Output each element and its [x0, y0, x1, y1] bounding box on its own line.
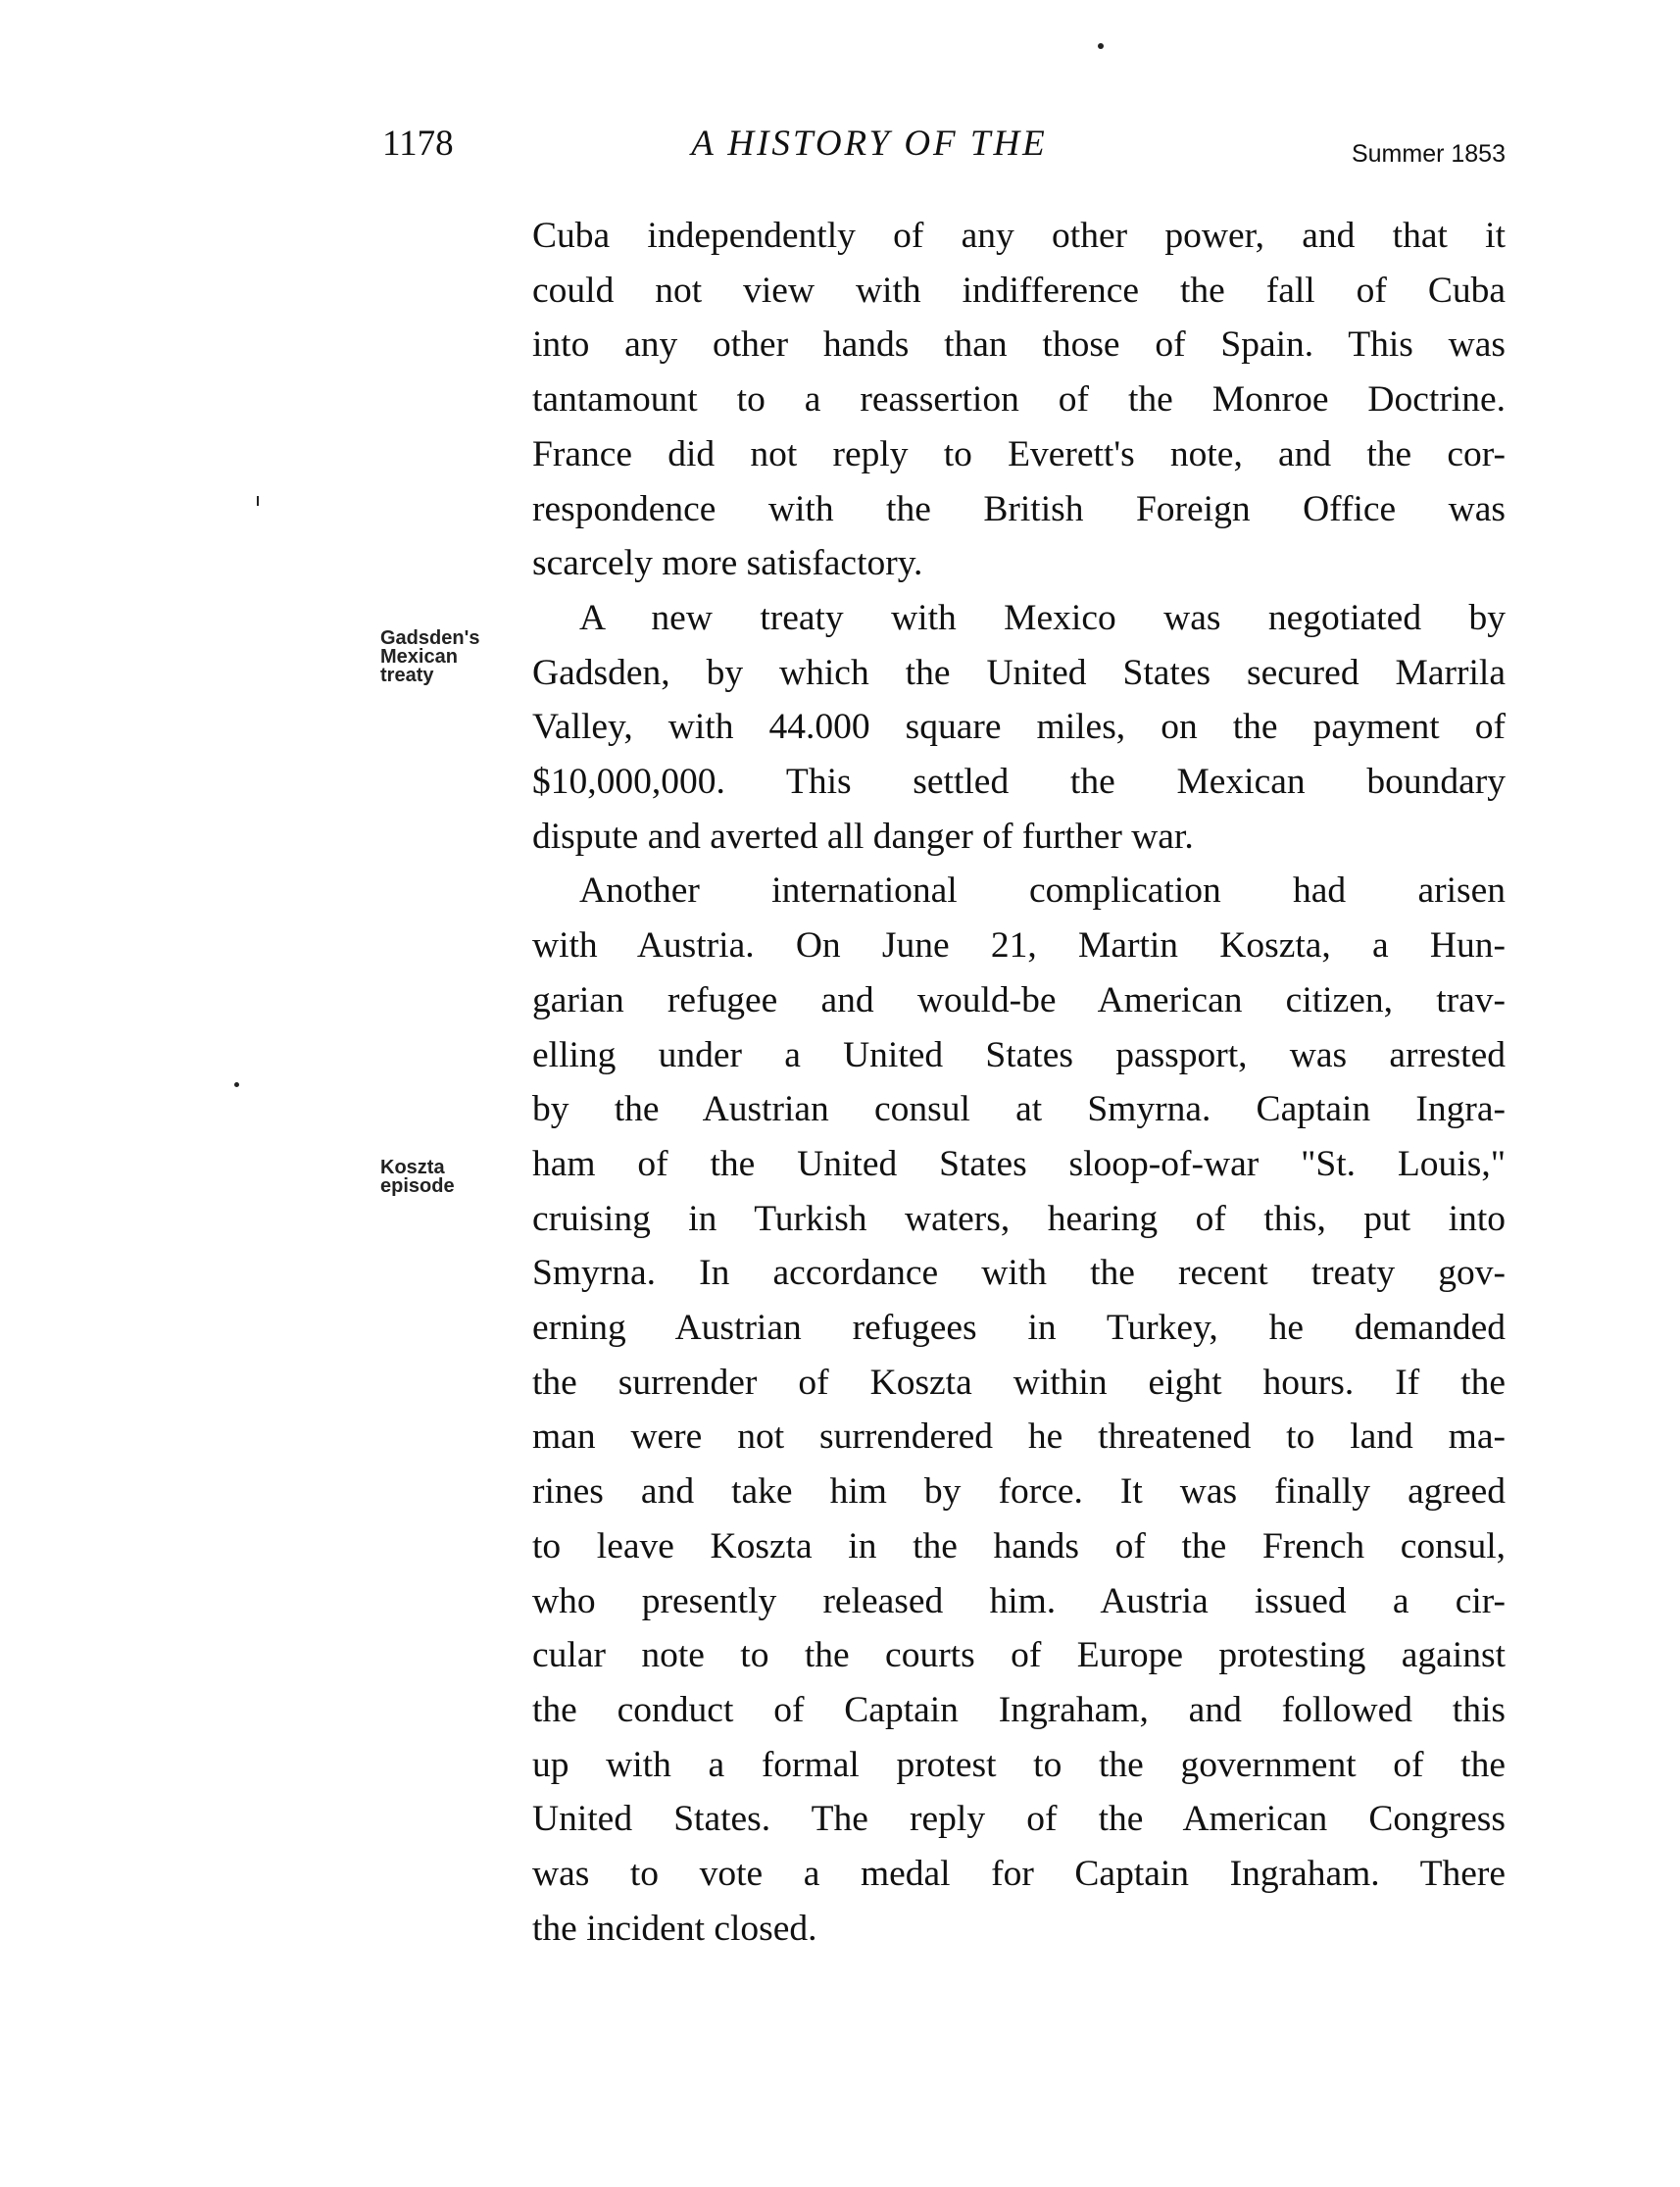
- sidenote-line: episode: [380, 1175, 455, 1197]
- body-text: [532, 209, 1506, 1957]
- text-line: Smyrna. In accordance with the recent treaty gov-: [532, 1253, 1506, 1294]
- text-line: dispute and averted all danger of further war.: [532, 816, 1194, 857]
- speck-mark: [257, 496, 259, 506]
- text-line: erning Austrian refugees in Turkey, he demanded: [532, 1308, 1506, 1349]
- text-line: into any other hands than those of Spain. This was: [532, 324, 1506, 366]
- paragraph: [532, 209, 1506, 591]
- text-line: with Austria. On June 21, Martin Koszta, a Hun-: [532, 925, 1506, 967]
- text-line: tantamount to a reassertion of the Monroe Doctrine.: [532, 379, 1506, 421]
- text-line: France did not reply to Everett's note, and the cor-: [532, 433, 1506, 474]
- paragraph: [532, 591, 1506, 865]
- sidenote-line: treaty: [380, 665, 434, 686]
- text-line: the conduct of Captain Ingraham, and followed this: [532, 1689, 1506, 1730]
- sidenote-gadsden: [380, 629, 479, 685]
- text-line: elling under a United States passport, was arrested: [532, 1034, 1506, 1075]
- text-line: garian refugee and would-be American citizen, trav-: [532, 979, 1506, 1020]
- speck-mark: [234, 1082, 239, 1087]
- text-line: rines and take him by force. It was finally agreed: [532, 1471, 1506, 1513]
- text-line: scarcely more satisfactory.: [532, 543, 923, 584]
- speck-mark: [1098, 43, 1104, 49]
- text-line: Cuba independently of any other power, and that it: [532, 216, 1506, 256]
- sidenote-line: Koszta: [380, 1157, 445, 1178]
- text-line: could not view with indifference the fall of Cuba: [532, 270, 1506, 311]
- paragraph: [532, 864, 1506, 1956]
- text-line: man were not surrendered he threatened to land ma-: [532, 1417, 1506, 1458]
- text-line: cruising in Turkish waters, hearing of this, put into: [532, 1198, 1506, 1239]
- text-line: was to vote a medal for Captain Ingraham. There: [532, 1854, 1506, 1895]
- text-line: up with a formal protest to the government of the: [532, 1744, 1506, 1785]
- text-line: by the Austrian consul at Smyrna. Captain Ingra-: [532, 1089, 1506, 1130]
- text-line: United States. The reply of the American Congress: [532, 1799, 1506, 1840]
- text-line: who presently released him. Austria issued a cir-: [532, 1580, 1506, 1621]
- text-line: respondence with the British Foreign Office was: [532, 488, 1506, 529]
- text-line: to leave Koszta in the hands of the French consul,: [532, 1525, 1506, 1566]
- text-line: Another international complication had arisen: [579, 870, 1506, 912]
- sidenote-line: Mexican: [380, 646, 458, 668]
- text-line: A new treaty with Mexico was negotiated by: [579, 597, 1506, 638]
- text-line: $10,000,000. This settled the Mexican boundary: [532, 762, 1506, 803]
- page-number: 1178: [382, 124, 454, 164]
- text-line: the incident closed.: [532, 1908, 817, 1949]
- text-line: Gadsden, by which the United States secured Marrila: [532, 652, 1506, 693]
- running-date: Summer 1853: [1351, 140, 1506, 168]
- text-line: Valley, with 44.000 square miles, on the payment of: [532, 707, 1506, 748]
- text-line: cular note to the courts of Europe protesting against: [532, 1635, 1506, 1676]
- running-title: A HISTORY OF THE: [691, 124, 1048, 164]
- sidenote-line: Gadsden's: [380, 627, 480, 649]
- sidenote-koszta: [380, 1159, 455, 1196]
- text-line: the surrender of Koszta within eight hours. If the: [532, 1362, 1506, 1403]
- text-line: ham of the United States sloop-of-war "St. Louis,": [532, 1143, 1506, 1184]
